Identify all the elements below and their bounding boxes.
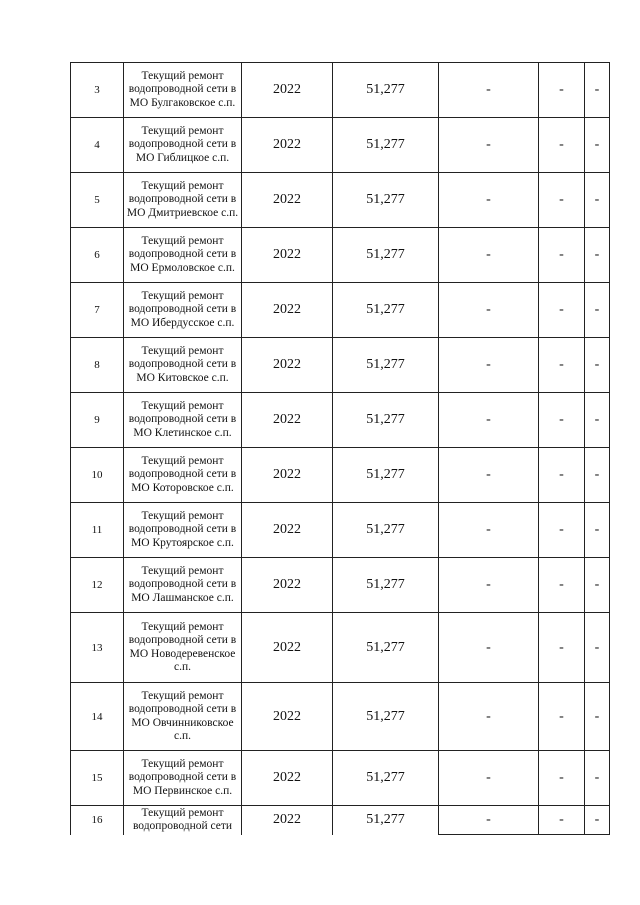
empty-value-cell: - [585,393,610,448]
row-number: 13 [71,613,124,683]
empty-value-cell: - [539,283,585,338]
work-year: 2022 [242,393,333,448]
empty-value-cell: - [539,338,585,393]
row-number: 9 [71,393,124,448]
empty-value-cell: - [439,63,539,118]
work-amount: 51,277 [333,448,439,503]
work-amount: 51,277 [333,613,439,683]
empty-value-cell: - [539,613,585,683]
empty-value-cell: - [539,558,585,613]
row-number: 12 [71,558,124,613]
work-description [124,806,242,835]
empty-value-cell: - [585,63,610,118]
work-description-text: Текущий ремонт водопроводной сети в МО Гиблицкое с.п. [128,125,237,164]
work-amount: 51,277 [333,751,439,806]
empty-value-cell: - [539,63,585,118]
work-description [124,118,242,173]
empty-value-cell: - [439,448,539,503]
empty-value-cell: - [539,751,585,806]
work-year: 2022 [242,228,333,283]
work-description [124,338,242,393]
work-description-text: Текущий ремонт водопроводной сети в МО Которовское с.п. [128,455,237,494]
works-table-body [71,63,610,835]
work-description [124,751,242,806]
empty-value-cell: - [439,503,539,558]
work-amount: 51,277 [333,806,439,835]
table-row [71,683,610,751]
work-amount: 51,277 [333,173,439,228]
table-row [71,173,610,228]
work-amount: 51,277 [333,118,439,173]
work-year: 2022 [242,751,333,806]
work-year: 2022 [242,283,333,338]
empty-value-cell: - [585,448,610,503]
empty-value-cell: - [539,806,585,835]
work-amount: 51,277 [333,558,439,613]
work-description [124,503,242,558]
row-number: 5 [71,173,124,228]
work-description-text: Текущий ремонт водопроводной сети в МО Лашманское с.п. [128,565,237,604]
empty-value-cell: - [585,118,610,173]
work-description-text: Текущий ремонт водопроводной сети в МО Новодеревенское с.п. [128,621,237,673]
work-amount: 51,277 [333,683,439,751]
table-row [71,228,610,283]
work-year: 2022 [242,613,333,683]
work-amount: 51,277 [333,503,439,558]
table-row [71,558,610,613]
work-year: 2022 [242,118,333,173]
row-number: 15 [71,751,124,806]
empty-value-cell: - [585,173,610,228]
empty-value-cell: - [585,751,610,806]
works-table [70,62,610,835]
table-row [71,393,610,448]
empty-value-cell: - [439,393,539,448]
table-row [71,338,610,393]
empty-value-cell: - [585,283,610,338]
empty-value-cell: - [439,228,539,283]
empty-value-cell: - [539,118,585,173]
work-description-text: Текущий ремонт водопроводной сети в МО Ермоловское с.п. [128,235,237,274]
empty-value-cell: - [585,613,610,683]
work-year: 2022 [242,683,333,751]
table-row [71,751,610,806]
work-description [124,228,242,283]
empty-value-cell: - [539,448,585,503]
table-row [71,118,610,173]
work-description-text: Текущий ремонт водопроводной сети в МО Ибердусское с.п. [128,290,237,329]
empty-value-cell: - [439,558,539,613]
work-year: 2022 [242,338,333,393]
work-amount: 51,277 [333,338,439,393]
empty-value-cell: - [585,558,610,613]
row-number: 3 [71,63,124,118]
work-description-text: Текущий ремонт водопроводной сети в МО Булгаковское с.п. [128,70,237,109]
empty-value-cell: - [439,173,539,228]
table-row [71,503,610,558]
empty-value-cell: - [585,683,610,751]
work-description-text: Текущий ремонт водопроводной сети в МО Овчинниковское с.п. [128,690,237,742]
row-number: 8 [71,338,124,393]
work-description [124,448,242,503]
work-description-text: Текущий ремонт водопроводной сети в МО Дмитриевское с.п. [126,180,239,219]
work-year: 2022 [242,503,333,558]
row-number: 11 [71,503,124,558]
row-number: 16 [71,806,124,835]
work-description [124,173,242,228]
empty-value-cell: - [439,118,539,173]
empty-value-cell: - [439,683,539,751]
work-description [124,683,242,751]
work-year: 2022 [242,173,333,228]
work-description-text: Текущий ремонт водопроводной сети [132,807,233,833]
empty-value-cell: - [439,613,539,683]
row-number: 10 [71,448,124,503]
work-year: 2022 [242,806,333,835]
work-description [124,613,242,683]
empty-value-cell: - [439,283,539,338]
table-row [71,806,610,835]
row-number: 14 [71,683,124,751]
work-year: 2022 [242,63,333,118]
empty-value-cell: - [539,393,585,448]
table-row [71,63,610,118]
empty-value-cell: - [585,806,610,835]
table-row [71,613,610,683]
table-row [71,448,610,503]
empty-value-cell: - [439,338,539,393]
work-description-text: Текущий ремонт водопроводной сети в МО Крутоярское с.п. [128,510,237,549]
row-number: 6 [71,228,124,283]
empty-value-cell: - [539,173,585,228]
work-description [124,558,242,613]
work-description [124,63,242,118]
work-amount: 51,277 [333,393,439,448]
empty-value-cell: - [539,228,585,283]
empty-value-cell: - [539,503,585,558]
work-amount: 51,277 [333,283,439,338]
work-description-text: Текущий ремонт водопроводной сети в МО Китовское с.п. [128,345,237,384]
empty-value-cell: - [585,503,610,558]
empty-value-cell: - [439,751,539,806]
empty-value-cell: - [585,338,610,393]
work-description [124,283,242,338]
work-amount: 51,277 [333,63,439,118]
row-number: 7 [71,283,124,338]
empty-value-cell: - [439,806,539,835]
work-year: 2022 [242,558,333,613]
work-year: 2022 [242,448,333,503]
work-amount: 51,277 [333,228,439,283]
empty-value-cell: - [539,683,585,751]
table-row [71,283,610,338]
work-description [124,393,242,448]
empty-value-cell: - [585,228,610,283]
row-number: 4 [71,118,124,173]
work-description-text: Текущий ремонт водопроводной сети в МО Клетинское с.п. [128,400,237,439]
work-description-text: Текущий ремонт водопроводной сети в МО Первинское с.п. [128,758,237,797]
